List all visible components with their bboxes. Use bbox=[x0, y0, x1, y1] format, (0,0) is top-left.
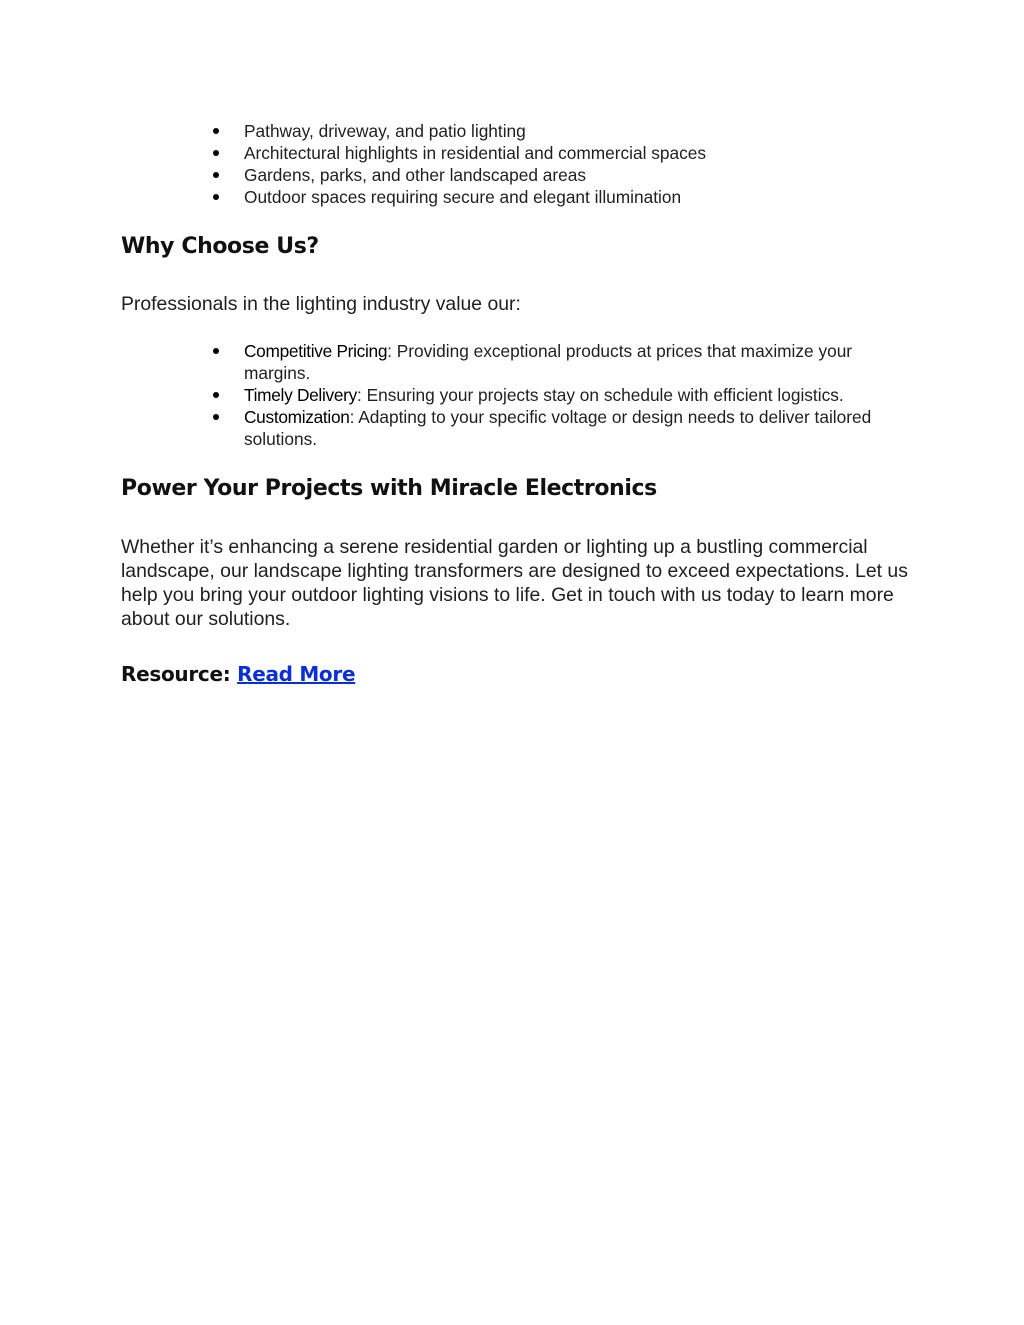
bullet-icon bbox=[213, 194, 219, 200]
list-item-text: Outdoor spaces requiring secure and elegant illumination bbox=[244, 187, 682, 207]
list-item bbox=[0, 164, 1024, 186]
bullet-icon bbox=[213, 172, 219, 178]
benefit-term: Timely Delivery bbox=[244, 385, 357, 405]
list-item-text: Gardens, parks, and other landscaped areas bbox=[244, 165, 586, 185]
power-projects-heading: Power Your Projects with Miracle Electronics bbox=[121, 476, 657, 501]
list-item bbox=[0, 142, 1024, 164]
application-list bbox=[0, 120, 1024, 208]
bullet-icon bbox=[213, 348, 219, 354]
list-item bbox=[0, 340, 1024, 384]
resource-line bbox=[121, 662, 355, 686]
power-body-paragraph: Whether it’s enhancing a serene residential garden or lighting up a bustling commercial landscape, our landscape lighting transformers are designed to exceed expectations. Let us help you bring your outdoor lighting visions to life. Get in touch with us today to learn more about our solutions. bbox=[121, 536, 908, 630]
list-item bbox=[0, 186, 1024, 208]
bullet-icon bbox=[213, 128, 219, 134]
benefits-list bbox=[0, 340, 1024, 450]
benefit-term: Customization bbox=[244, 407, 350, 427]
bullet-icon bbox=[213, 392, 219, 398]
list-item-text: Pathway, driveway, and patio lighting bbox=[244, 121, 526, 141]
bullet-icon bbox=[213, 414, 219, 420]
benefit-description: : Adapting to your specific voltage or design needs to deliver tailored solutions. bbox=[244, 407, 872, 449]
why-choose-us-heading: Why Choose Us? bbox=[121, 234, 319, 259]
list-item-text: Architectural highlights in residential and commercial spaces bbox=[244, 143, 707, 163]
bullet-icon bbox=[213, 150, 219, 156]
list-item bbox=[0, 406, 1024, 450]
resource-label: Resource: bbox=[121, 662, 238, 686]
benefit-description: : Ensuring your projects stay on schedule with efficient logistics. bbox=[356, 385, 844, 405]
why-intro-paragraph: Professionals in the lighting industry value our: bbox=[121, 293, 521, 315]
list-item bbox=[0, 120, 1024, 142]
list-item bbox=[0, 384, 1024, 406]
benefit-term: Competitive Pricing bbox=[244, 341, 388, 361]
read-more-link[interactable]: Read More bbox=[237, 662, 356, 686]
benefit-description: : Providing exceptional products at prices that maximize your margins. bbox=[244, 341, 853, 383]
